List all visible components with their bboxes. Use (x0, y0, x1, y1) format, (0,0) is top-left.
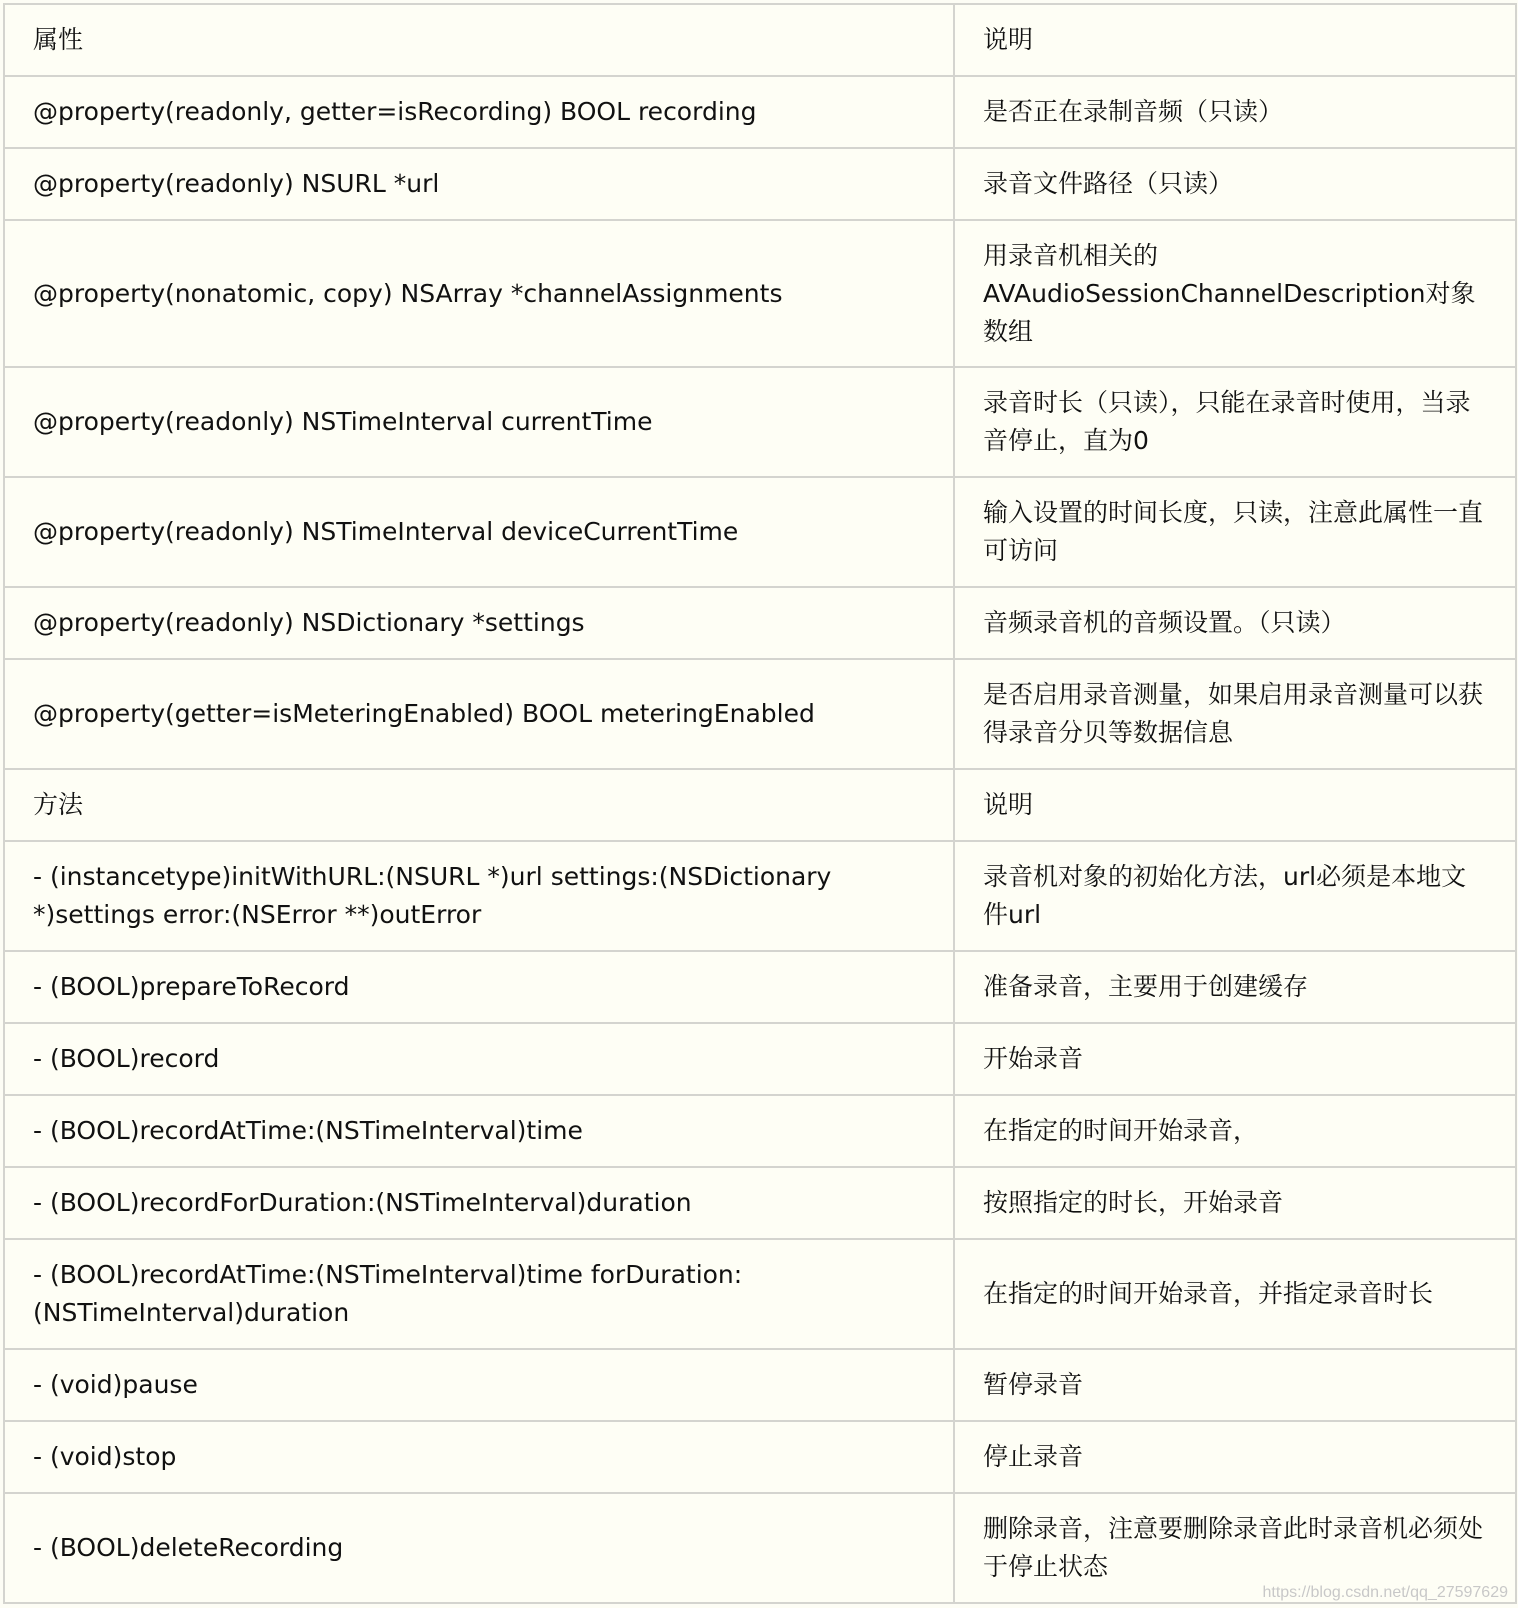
watermark: https://blog.csdn.net/qq_27597629 (1262, 1584, 1508, 1601)
header-cell-property: 属性 (4, 4, 954, 76)
table-row (4, 477, 1516, 587)
method-description: 按照指定的时长，开始录音 (954, 1167, 1516, 1239)
api-reference-table (3, 3, 1517, 1604)
table-row (4, 1349, 1516, 1421)
method-description: 停止录音 (954, 1421, 1516, 1493)
property-description: 是否启用录音测量，如果启用录音测量可以获得录音分贝等数据信息 (954, 659, 1516, 769)
property-signature: @property(nonatomic, copy) NSArray *channelAssignments (4, 220, 954, 367)
method-signature: - (BOOL)recordForDuration:(NSTimeInterval)duration (4, 1167, 954, 1239)
method-signature: - (BOOL)deleteRecording (4, 1493, 954, 1603)
method-description: 录音机对象的初始化方法，url必须是本地文件url (954, 841, 1516, 951)
method-signature: - (BOOL)recordAtTime:(NSTimeInterval)time forDuration:(NSTimeInterval)duration (4, 1239, 954, 1349)
property-description: 用录音机相关的AVAudioSessionChannelDescription对象数组 (954, 220, 1516, 367)
table-row (4, 76, 1516, 148)
table-row (4, 841, 1516, 951)
table-row (4, 1239, 1516, 1349)
method-signature: - (BOOL)record (4, 1023, 954, 1095)
method-description: 开始录音 (954, 1023, 1516, 1095)
table-row (4, 148, 1516, 220)
property-description: 录音时长（只读），只能在录音时使用，当录音停止，直为0 (954, 367, 1516, 477)
table-row (4, 1421, 1516, 1493)
property-signature: @property(getter=isMeteringEnabled) BOOL meteringEnabled (4, 659, 954, 769)
property-signature: @property(readonly, getter=isRecording) BOOL recording (4, 76, 954, 148)
property-description: 输入设置的时间长度，只读，注意此属性一直可访问 (954, 477, 1516, 587)
table-row (4, 951, 1516, 1023)
property-description: 音频录音机的音频设置。（只读） (954, 587, 1516, 659)
method-signature: - (void)pause (4, 1349, 954, 1421)
method-description: 在指定的时间开始录音， (954, 1095, 1516, 1167)
table-row (4, 367, 1516, 477)
table-row (4, 1167, 1516, 1239)
table-header-row (4, 769, 1516, 841)
property-signature: @property(readonly) NSTimeInterval deviceCurrentTime (4, 477, 954, 587)
property-signature: @property(readonly) NSURL *url (4, 148, 954, 220)
method-description: 在指定的时间开始录音，并指定录音时长 (954, 1239, 1516, 1349)
property-description: 录音文件路径（只读） (954, 148, 1516, 220)
table-row (4, 220, 1516, 367)
property-signature: @property(readonly) NSTimeInterval currentTime (4, 367, 954, 477)
header-cell-description: 说明 (954, 769, 1516, 841)
method-description: 暂停录音 (954, 1349, 1516, 1421)
method-signature: - (BOOL)prepareToRecord (4, 951, 954, 1023)
method-signature: - (instancetype)initWithURL:(NSURL *)url settings:(NSDictionary *)settings error:(NSError **)outError (4, 841, 954, 951)
header-cell-method: 方法 (4, 769, 954, 841)
table-row (4, 659, 1516, 769)
property-signature: @property(readonly) NSDictionary *settings (4, 587, 954, 659)
table-row (4, 1023, 1516, 1095)
method-signature: - (BOOL)recordAtTime:(NSTimeInterval)time (4, 1095, 954, 1167)
table-row (4, 587, 1516, 659)
method-description: 准备录音，主要用于创建缓存 (954, 951, 1516, 1023)
table-row (4, 1095, 1516, 1167)
property-description: 是否正在录制音频（只读） (954, 76, 1516, 148)
header-cell-description: 说明 (954, 4, 1516, 76)
method-signature: - (void)stop (4, 1421, 954, 1493)
table-header-row (4, 4, 1516, 76)
method-description: 删除录音，注意要删除录音此时录音机必须处于停止状态 (954, 1493, 1516, 1603)
